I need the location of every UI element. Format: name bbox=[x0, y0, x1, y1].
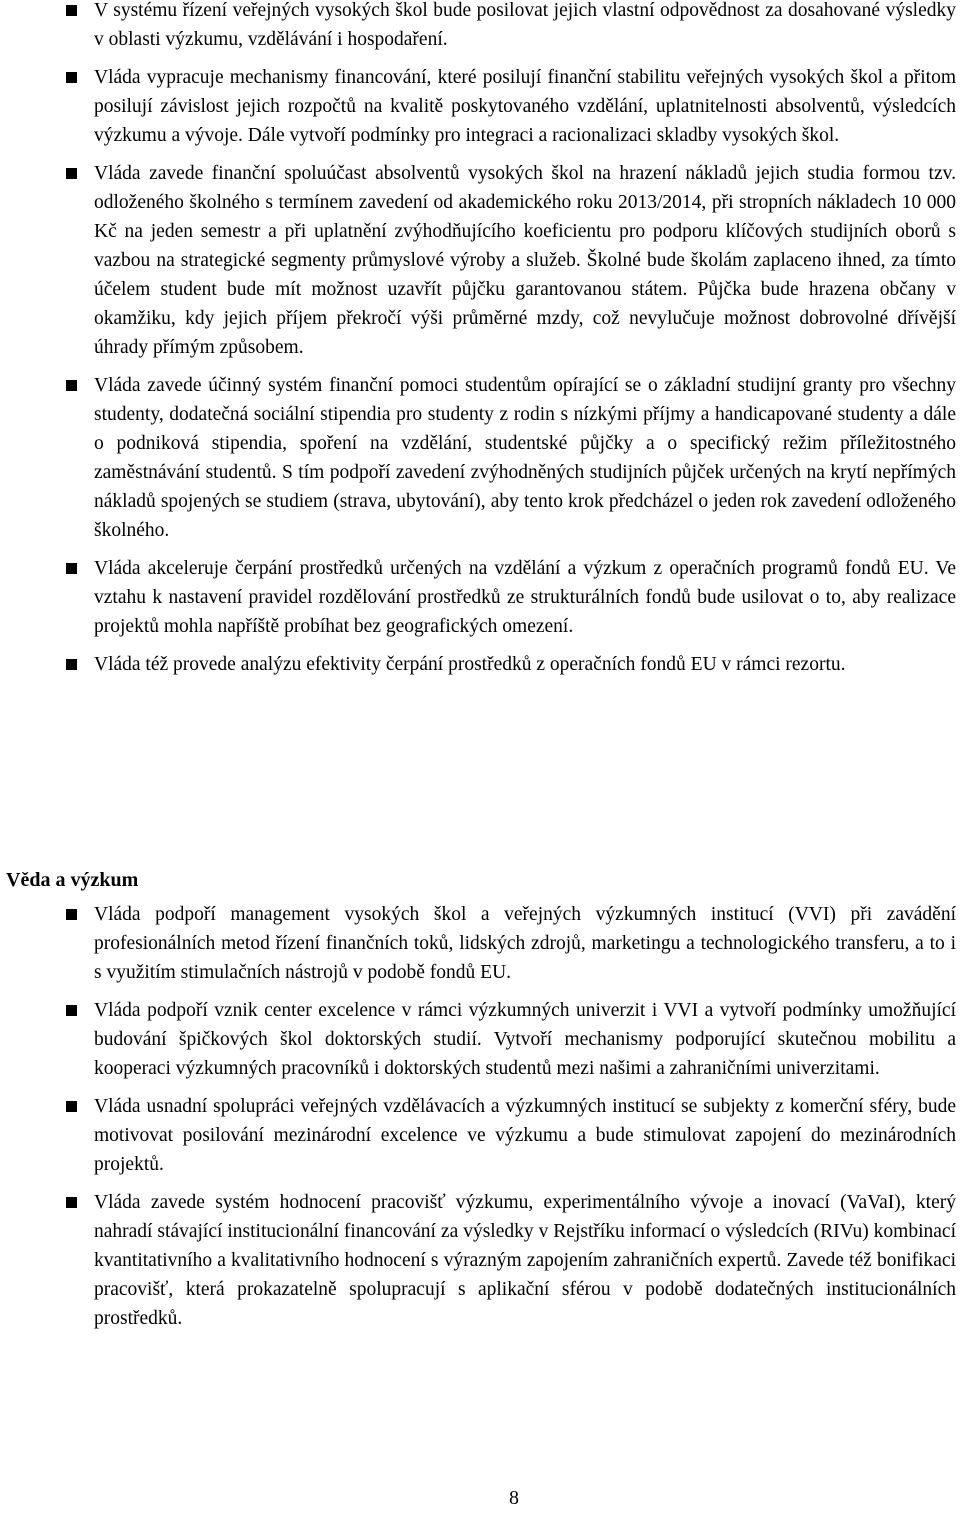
page-number: 8 bbox=[509, 1487, 519, 1509]
list-item-text: Vláda též provede analýzu efektivity čerpání prostředků z operačních fondů EU v rámci rezortu. bbox=[94, 654, 846, 675]
list-item-text: Vláda podpoří management vysokých škol a veřejných výzkumných institucí (VVI) při zavádění profesionálních metod řízení finančních toků, lidských zdrojů, marketingu a technologického transferu, a to i s využitím stimulačních nástrojů v podobě fondů EU. bbox=[94, 904, 956, 983]
square-bullet-icon bbox=[66, 72, 77, 83]
policy-list-research bbox=[0, 900, 960, 1342]
list-item bbox=[0, 1188, 960, 1333]
list-item-text: Vláda zavede finanční spoluúčast absolventů vysokých škol na hrazení nákladů jejich studia formou tzv. odloženého školného s termínem zavedení od akademického roku 2013/2014, při stropních nákladech 10 000 Kč na jeden semestr a při uplatnění zvýhodňujícího koeficientu pro podporu klíčových studijních oborů s vazbou na strategické segmenty průmyslové výroby a služeb. Školné bude školám zaplaceno ihned, za tímto účelem student bude mít možnost uzavřít půjčku garantovanou státem. Půjčka bude hrazena občany v okamžiku, kdy jejich příjem překročí výši průměrné mzdy, což nevylučuje možnost dobrovolné dřívější úhrady přímým způsobem. bbox=[94, 163, 956, 358]
policy-list-education bbox=[0, 0, 960, 688]
list-item bbox=[0, 650, 960, 679]
list-item-text: Vláda zavede účinný systém finanční pomoci studentům opírající se o základní studijní granty pro všechny studenty, dodatečná sociální stipendia pro studenty z rodin s nízkými příjmy a handicapované studenty a dále o podniková stipendia, spoření na vzdělání, studentské půjčky a o specifický režim příležitostného zaměstnávání studentů. S tím podpoří zavedení zvýhodněných studijních půjček určených na krytí nepřímých nákladů spojených se studiem (strava, ubytování), aby tento krok předcházel o jeden rok zavedení odloženého školného. bbox=[94, 375, 956, 541]
square-bullet-icon bbox=[66, 563, 77, 574]
square-bullet-icon bbox=[66, 1005, 77, 1016]
square-bullet-icon bbox=[66, 1197, 77, 1208]
list-item bbox=[0, 63, 960, 150]
list-item bbox=[0, 554, 960, 641]
list-item bbox=[0, 900, 960, 987]
square-bullet-icon bbox=[66, 1101, 77, 1112]
square-bullet-icon bbox=[66, 380, 77, 391]
list-item bbox=[0, 1092, 960, 1179]
list-item-text: Vláda zavede systém hodnocení pracovišť výzkumu, experimentálního vývoje a inovací (VaVaI), který nahradí stávající institucionální financování za výsledky v Rejstříku informací o výsledcích (RIVu) kombinací kvantitativního a kvalitativního hodnocení s výrazným zapojením zahraničních expertů. Zavede též bonifikaci pracovišť, která prokazatelně spolupracují s aplikační sférou v podobě dodatečných institucionálních prostředků. bbox=[94, 1192, 956, 1329]
list-item-text: V systému řízení veřejných vysokých škol bude posilovat jejich vlastní odpovědnost za dosahované výsledky v oblasti výzkumu, vzdělávání i hospodaření. bbox=[94, 0, 956, 50]
section-heading: Věda a výzkum bbox=[6, 869, 139, 891]
list-item-text: Vláda akceleruje čerpání prostředků určených na vzdělání a výzkum z operačních programů fondů EU. Ve vztahu k nastavení pravidel rozdělování prostředků ze strukturálních fondů bude usilovat o to, aby realizace projektů mohla napříště probíhat bez geografických omezení. bbox=[94, 558, 956, 637]
list-item bbox=[0, 996, 960, 1083]
list-item-text: Vláda vypracuje mechanismy financování, které posilují finanční stabilitu veřejných vysokých škol a přitom posilují závislost jejich rozpočtů na kvalitě poskytovaného vzdělání, uplatnitelnosti absolventů, výsledcích výzkumu a vývoje. Dále vytvoří podmínky pro integraci a racionalizaci skladby vysokých škol. bbox=[94, 67, 956, 146]
square-bullet-icon bbox=[66, 168, 77, 179]
list-item-text: Vláda podpoří vznik center excelence v rámci výzkumných univerzit i VVI a vytvoří podmínky umožňující budování špičkových škol doktorských studií. Vytvoří mechanismy podporující skutečnou mobilitu a kooperaci výzkumných pracovníků i doktorských studentů mezi našimi a zahraničními univerzitami. bbox=[94, 1000, 956, 1079]
square-bullet-icon bbox=[66, 5, 77, 16]
list-item bbox=[0, 159, 960, 362]
list-item-text: Vláda usnadní spolupráci veřejných vzdělávacích a výzkumných institucí se subjekty z komerční sféry, bude motivovat posilování mezinárodní excelence ve výzkumu a bude stimulovat zapojení do mezinárodních projektů. bbox=[94, 1096, 956, 1175]
square-bullet-icon bbox=[66, 909, 77, 920]
list-item bbox=[0, 0, 960, 54]
list-item bbox=[0, 371, 960, 545]
square-bullet-icon bbox=[66, 659, 77, 670]
